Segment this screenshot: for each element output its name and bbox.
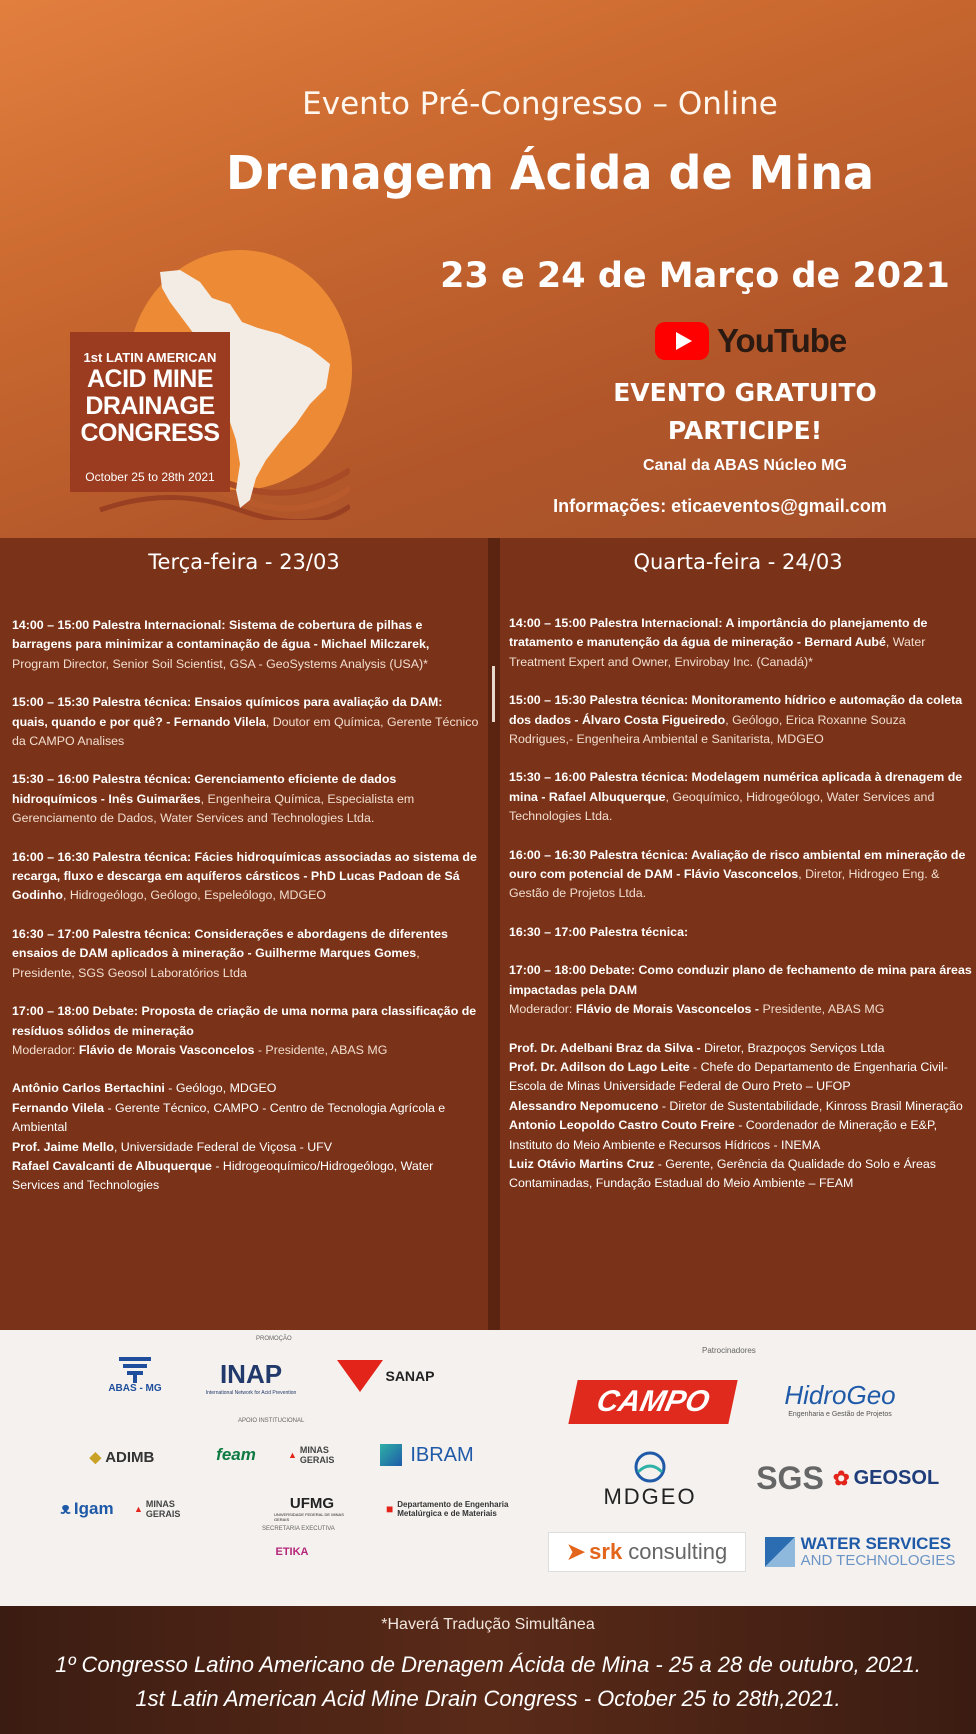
moderator-name: Flávio de Morais Vasconcelos bbox=[78, 1042, 255, 1057]
item-details: , Presidente, SGS Geosol Laboratórios Ltda bbox=[12, 946, 420, 980]
panelist bbox=[12, 1157, 480, 1196]
hidrogeo-subtitle: Engenharia e Gestão de Projetos bbox=[788, 1411, 892, 1418]
moderator-label: Moderador: bbox=[12, 1042, 79, 1057]
panelist-role: - Gerente, Gerência da Qualidade do Solo e Áreas Contaminadas, Fundação Estadual do Meio Ambiente – FEAM bbox=[509, 1156, 936, 1191]
item-details: , Diretor, Hidrogeo Eng. & Gestão de Projetos Ltda. bbox=[509, 867, 940, 901]
event-date: 23 e 24 de Março de 2021 bbox=[440, 256, 950, 296]
schedule-item-debate bbox=[12, 1002, 480, 1060]
congress-logo bbox=[60, 240, 380, 530]
panelist-name: Antonio Leopoldo Castro Couto Freire bbox=[509, 1118, 735, 1133]
channel-label: Canal da ABAS Núcleo MG bbox=[643, 457, 847, 474]
free-event-label: EVENTO GRATUITO bbox=[613, 378, 877, 407]
schedule-item bbox=[509, 846, 972, 904]
congress-line-pt: 1º Congresso Latino Americano de Drenagem Ácida de Mina - 25 a 28 de outubro, 2021. bbox=[55, 1652, 921, 1677]
scrollbar-thumb[interactable] bbox=[492, 666, 495, 722]
event-title: Drenagem Ácida de Mina bbox=[225, 146, 875, 200]
item-heading: 15:00 – 15:30 Palestra técnica: Monitoramento hídrico e automação da coleta dos dados - Álvaro Costa Figueiredo bbox=[509, 693, 963, 727]
debate-panelists bbox=[12, 1079, 480, 1195]
logo-card bbox=[70, 332, 230, 492]
schedule-item bbox=[12, 925, 480, 983]
panelist bbox=[12, 1138, 480, 1157]
schedule-item bbox=[509, 691, 972, 749]
schedule-item bbox=[509, 614, 972, 672]
demet-square-icon: ■ bbox=[386, 1502, 394, 1516]
water-services-shape-icon bbox=[765, 1537, 795, 1567]
promotion-label: PROMOÇÃO bbox=[256, 1336, 292, 1342]
inap-subtitle: International Network for Acid Prevention bbox=[205, 1389, 297, 1396]
moderator-label: Moderador: bbox=[509, 1002, 576, 1017]
panelist-name: Prof. Dr. Adilson do Lago Leite bbox=[509, 1059, 690, 1074]
panelist-name: Luiz Otávio Martins Cruz bbox=[509, 1156, 655, 1171]
item-details: , Engenheira Química, Especialista em Gerenciamento de Dados, Water Services and Technologies Ltda. bbox=[12, 791, 415, 826]
hidrogeo-wordmark: HidroGeo bbox=[784, 1380, 896, 1410]
column-divider bbox=[488, 538, 500, 1330]
ibram-logo bbox=[372, 1440, 482, 1470]
panelist-role: - Chefe do Departamento de Engenharia Civil- Escola de Minas Universidade Federal de Ouro Preto – UFOP bbox=[509, 1059, 948, 1094]
adimb-diamond-icon: ◆ bbox=[89, 1449, 102, 1466]
panelist-role: , Universidade Federal de Viçosa - UFV bbox=[113, 1139, 333, 1154]
item-details: , Water Treatment Expert and Owner, Envirobay Inc. (Canadá)* bbox=[509, 635, 926, 669]
event-header bbox=[0, 0, 976, 540]
igam-wordmark: Igam bbox=[73, 1499, 114, 1518]
panelist-role: - Coordenador de Mineração e E&P, Instituto do Meio Ambiente e Recursos Hídricos - INEMA bbox=[509, 1118, 938, 1152]
logo-title bbox=[70, 366, 230, 447]
inap-logo bbox=[196, 1356, 306, 1398]
panelist-name: Rafael Cavalcanti de Albuquerque bbox=[12, 1158, 212, 1173]
item-heading: 16:00 – 16:30 Palestra técnica: Avaliação de risco ambiental em mineração de ouro com potencial de DAM - Flávio Vasconcelos bbox=[509, 847, 966, 882]
schedule-item bbox=[12, 616, 480, 674]
igam-drop-icon: ᴥ bbox=[60, 1499, 71, 1518]
logo-dates: October 25 to 28th 2021 bbox=[85, 470, 215, 484]
panelist-role: - Diretor de Sustentabilidade, Kinross Brasil Mineração bbox=[658, 1098, 963, 1113]
ufmg-logo bbox=[274, 1488, 350, 1528]
item-heading: 15:30 – 16:00 Palestra técnica: Gerenciamento eficiente de dados hidroquímicos - Inês Guimarães bbox=[12, 772, 397, 806]
mdgeo-wordmark: MDGEO bbox=[603, 1484, 697, 1509]
item-heading: 15:00 – 15:30 Palestra técnica: Ensaios químicos para avaliação da DAM: quais, quando e por quê? - Fernando Vilela bbox=[12, 695, 443, 729]
schedule-item-debate bbox=[509, 961, 972, 1019]
feam-logo: feam bbox=[216, 1445, 256, 1464]
item-details: , Doutor em Química, Gerente Técnico da CAMPO Analises bbox=[12, 714, 479, 749]
abas-label: ABAS - MG bbox=[108, 1382, 162, 1394]
item-details: , Geoquímico, Hidrogeólogo, Water Services and Technologies Ltda. bbox=[509, 789, 935, 824]
youtube-logo[interactable] bbox=[655, 322, 846, 360]
minas-triangle-icon: ▲ bbox=[288, 1450, 297, 1460]
geosol-logo bbox=[830, 1460, 942, 1496]
item-heading: 16:30 – 17:00 Palestra técnica: Considerações e abordagens de diferentes ensaios de DAM aplicados à mineração - Guilherme Marques Gomes bbox=[12, 926, 448, 961]
mdgeo-globe-icon bbox=[630, 1450, 670, 1484]
panelist-role: Diretor, Brazpoços Serviços Ltda bbox=[700, 1040, 885, 1055]
logo-line-3: DRAINAGE bbox=[85, 392, 215, 420]
water-services-line-2: AND TECHNOLOGIES bbox=[800, 1552, 956, 1569]
panelist bbox=[509, 1116, 972, 1155]
geosol-flower-icon: ✿ bbox=[832, 1467, 850, 1490]
item-heading: 15:30 – 16:00 Palestra técnica: Modelagem numérica aplicada à drenagem de mina - Rafael Albuquerque bbox=[509, 770, 963, 804]
item-heading: 16:30 – 17:00 Palestra técnica: bbox=[509, 924, 689, 939]
demet-logo bbox=[386, 1494, 532, 1524]
panelist bbox=[509, 1039, 972, 1058]
panelist-role: - Hidrogeoquímico/Hidrogeólogo, Water Services and Technologies bbox=[12, 1158, 434, 1193]
schedule-item bbox=[12, 848, 480, 906]
executive-secretary-label: SECRETARIA EXECUTIVA bbox=[262, 1526, 335, 1532]
youtube-play-icon bbox=[655, 322, 709, 360]
sgs-logo: SGS bbox=[756, 1459, 824, 1496]
sponsors-label: Patrocinadores bbox=[702, 1346, 756, 1355]
minas-gerais-logo-1 bbox=[288, 1440, 354, 1470]
logo-line-2: ACID MINE bbox=[86, 365, 214, 393]
etika-logo: ETIKA bbox=[275, 1546, 309, 1558]
footer bbox=[0, 1606, 976, 1734]
event-subtitle: Evento Pré-Congresso – Online bbox=[302, 86, 778, 122]
congress-line-en: 1st Latin American Acid Mine Drain Congress - October 25 to 28th,2021. bbox=[135, 1686, 841, 1711]
panelist bbox=[12, 1099, 480, 1138]
minas-wordmark: MINAS GERAIS bbox=[299, 1445, 335, 1465]
institutional-support-label: APOIO INSTITUCIONAL bbox=[238, 1418, 305, 1424]
participate-label: PARTICIPE! bbox=[667, 416, 823, 445]
srk-consulting-word: consulting bbox=[628, 1539, 728, 1564]
moderator-name: Flávio de Morais Vasconcelos - bbox=[575, 1002, 759, 1017]
day1-title: Terça-feira - 23/03 bbox=[148, 550, 340, 574]
item-heading: 17:00 – 18:00 Debate: Como conduzir plano de fechamento de mina para áreas impactadas pela DAM bbox=[509, 963, 972, 997]
mdgeo-logo bbox=[590, 1442, 710, 1518]
moderator-role: Presidente, ABAS MG bbox=[759, 1002, 885, 1017]
panelist-name: Prof. Dr. Adelbani Braz da Silva - bbox=[509, 1040, 701, 1055]
sanap-logo bbox=[330, 1356, 440, 1396]
panelist bbox=[509, 1155, 972, 1194]
abas-mg-logo bbox=[100, 1350, 170, 1396]
water-services-logo bbox=[760, 1532, 960, 1572]
day2-title: Quarta-feira - 24/03 bbox=[633, 550, 843, 574]
srk-logo bbox=[548, 1532, 746, 1572]
campo-logo: CAMPO bbox=[568, 1380, 737, 1424]
ufmg-subtitle: UNIVERSIDADE FEDERAL DE MINAS GERAIS bbox=[274, 1511, 344, 1522]
panelist-name: Alessandro Nepomuceno bbox=[509, 1098, 659, 1113]
item-heading: 17:00 – 18:00 Debate: Proposta de criação de uma norma para classificação de resíduos sólidos de mineração bbox=[12, 1004, 477, 1038]
day2-schedule bbox=[509, 614, 972, 1194]
geosol-wordmark: GEOSOL bbox=[853, 1466, 940, 1489]
adimb-wordmark: ADIMB bbox=[105, 1448, 155, 1466]
panelist-name: Antônio Carlos Bertachini bbox=[12, 1081, 165, 1096]
contact-info[interactable]: Informações: eticaeventos@gmail.com bbox=[553, 496, 887, 516]
inap-wordmark: INAP bbox=[219, 1358, 283, 1389]
translation-note: *Haverá Tradução Simultânea bbox=[381, 1616, 595, 1633]
item-heading: 16:00 – 16:30 Palestra técnica: Fácies hidroquímicas associadas ao sistema de recarga, fluxo e descarga em aquíferos cársticos - PhD Lucas Padoan de Sá Godinho bbox=[12, 849, 477, 903]
igam-logo bbox=[52, 1496, 122, 1522]
schedule-item bbox=[12, 693, 480, 751]
sponsors-panel bbox=[0, 1330, 976, 1606]
day1-panel bbox=[0, 538, 488, 1330]
item-details: , Geólogo, Erica Roxanne Souza Rodrigues,- Engenheira Ambiental e Sanitarista, MDGEO bbox=[509, 712, 906, 747]
minas-wordmark-2: MINAS GERAIS bbox=[145, 1499, 181, 1519]
ibram-wordmark: IBRAM bbox=[410, 1443, 474, 1466]
schedule-item bbox=[12, 770, 480, 828]
schedule-item bbox=[509, 923, 972, 942]
srk-arrow-icon: ➤ bbox=[566, 1539, 586, 1564]
minas-gerais-logo-2 bbox=[134, 1496, 206, 1522]
adimb-logo bbox=[78, 1442, 166, 1472]
panelist-role: - Geólogo, MDGEO bbox=[164, 1081, 277, 1096]
panelist bbox=[509, 1058, 972, 1097]
sanap-wordmark: SANAP bbox=[385, 1368, 435, 1384]
hidrogeo-logo bbox=[770, 1374, 910, 1424]
panelist bbox=[509, 1097, 972, 1116]
item-heading: 14:00 – 15:00 Palestra Internacional: Sistema de cobertura de pilhas e barragens para minimizar a contaminação de água - Michael Milczarek, bbox=[12, 618, 430, 652]
day1-schedule bbox=[12, 616, 480, 1196]
debate-panelists bbox=[509, 1039, 972, 1194]
panelist-name: Fernando Vilela bbox=[12, 1100, 105, 1115]
abas-wave-icon bbox=[115, 1353, 155, 1383]
ibram-shape-icon bbox=[380, 1444, 402, 1466]
water-services-line-1: WATER SERVICES bbox=[800, 1534, 952, 1553]
youtube-wordmark: YouTube bbox=[717, 322, 847, 359]
minas-triangle-icon-2: ▲ bbox=[134, 1504, 143, 1514]
logo-line-4: CONGRESS bbox=[80, 419, 220, 447]
schedule-item bbox=[509, 768, 972, 826]
item-details: Program Director, Senior Soil Scientist, GSA - GeoSystems Analysis (USA)* bbox=[12, 656, 428, 671]
logo-line-1: 1st LATIN AMERICAN bbox=[83, 350, 217, 365]
item-details: , Hidrogeólogo, Geólogo, Espeleólogo, MDGEO bbox=[62, 888, 327, 903]
srk-wordmark: srk bbox=[589, 1539, 623, 1564]
demet-wordmark: Departamento de Engenharia Metalúrgica e de Materiais bbox=[397, 1500, 509, 1518]
panelist-name: Prof. Jaime Mello bbox=[12, 1139, 114, 1154]
item-heading: 14:00 – 15:00 Palestra Internacional: A importância do planejamento de tratamento e manutenção da água de mineração - Bernard Aubé bbox=[509, 616, 928, 650]
sanap-triangle-icon bbox=[335, 1358, 385, 1394]
day2-panel bbox=[500, 538, 976, 1330]
panelist-role: - Gerente Técnico, CAMPO - Centro de Tecnologia Agrícola e Ambiental bbox=[12, 1100, 446, 1135]
ufmg-wordmark: UFMG bbox=[289, 1494, 335, 1512]
panelist bbox=[12, 1079, 480, 1098]
moderator-role: - Presidente, ABAS MG bbox=[254, 1042, 388, 1057]
